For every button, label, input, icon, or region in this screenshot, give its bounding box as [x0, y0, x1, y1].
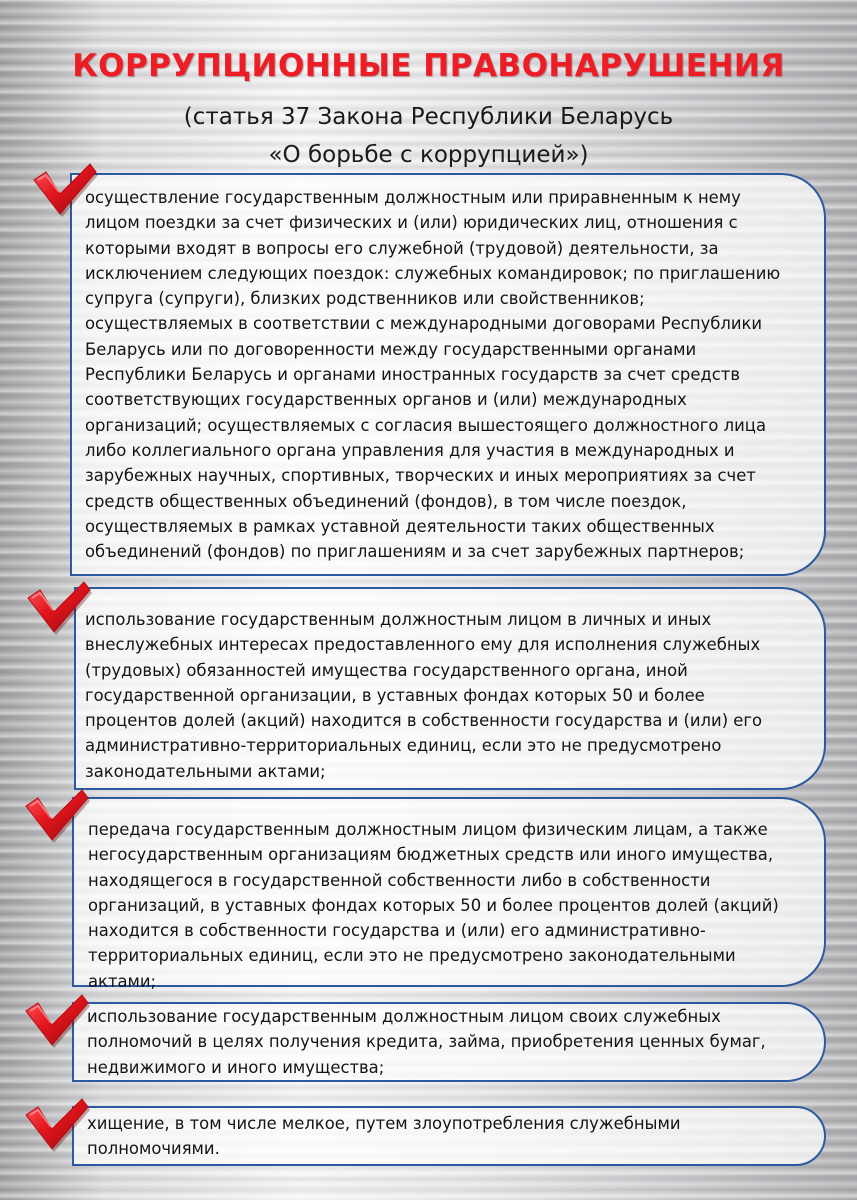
red-checkmark-icon: [24, 788, 90, 844]
list-item: [70, 173, 826, 576]
list-item: [72, 1106, 826, 1166]
red-checkmark-icon: [24, 1097, 90, 1153]
item-text: использование государственным должностным лицом своих служебных полномочий в целях получения кредита, займа, приобретения ценных бумаг, недвижимого и иного имущества;: [87, 1007, 766, 1077]
subtitle-line-2: «О борьбе с коррупцией»): [268, 142, 589, 168]
list-item: [72, 1002, 826, 1082]
item-text: передача государственным должностным лицом физическим лицам, а также негосударственным организациям бюджетных средств или иного имущества, находящегося в государственной собственности либо в собственности организаций, в уставных фондах которых 50 и более процентов долей (акций) находится в собственности государства и (или) его административно-территориальных единиц, если это не предусмотрено законодательными актами;: [88, 820, 779, 991]
item-text: использование государственным должностным лицом в личных и иных внеслужебных интересах предоставленного ему для исполнения служебных (трудовых) обязанностей имущества государственного органа, иной государственной организации, в уставных фондах которых 50 и более процентов долей (акций) находится в собственности государства и (или) его административно-территориальных единиц, если это не предусмотрено законодательными актами;: [85, 610, 763, 781]
red-checkmark-icon: [26, 580, 92, 636]
item-text: хищение, в том числе мелкое, путем злоупотребления служебными полномочиями.: [87, 1113, 681, 1158]
item-text: осуществление государственным должностным или приравненным к нему лицом поездки за счет физических и (или) юридических лиц, отношения с которыми входят в вопросы его служебной (трудовой) деятельности, за исключением следующих поездок: служебных командировок; по приглашению супруга (супруги), близких родственников или свойственников; осуществляемых в соответствии с международными договорами Республики Беларусь или по договоренности между государственными органами Республики Беларусь и органами иностранных государств за счет средств соответствующих государственных органов и (или) международных организаций; осуществляемых с согласия вышестоящего должностного лица либо коллегиального органа управления для участия в международных и зарубежных научных, спортивных, творческих и иных мероприятиях за счет средств общественных объединений (фондов), в том числе поездок, осуществляемых в рамках уставной деятельности таких общественных объединений (фондов) по приглашениям и за счет зарубежных партнеров;: [85, 188, 781, 562]
page-subtitle: [0, 98, 857, 174]
page-title: КОРРУПЦИОННЫЕ ПРАВОНАРУШЕНИЯ: [72, 48, 785, 84]
subtitle-line-1: (статья 37 Закона Республики Беларусь: [183, 104, 674, 130]
red-checkmark-icon: [32, 162, 98, 218]
list-item: [72, 797, 826, 991]
red-checkmark-icon: [24, 993, 90, 1049]
list-item: [74, 587, 826, 790]
